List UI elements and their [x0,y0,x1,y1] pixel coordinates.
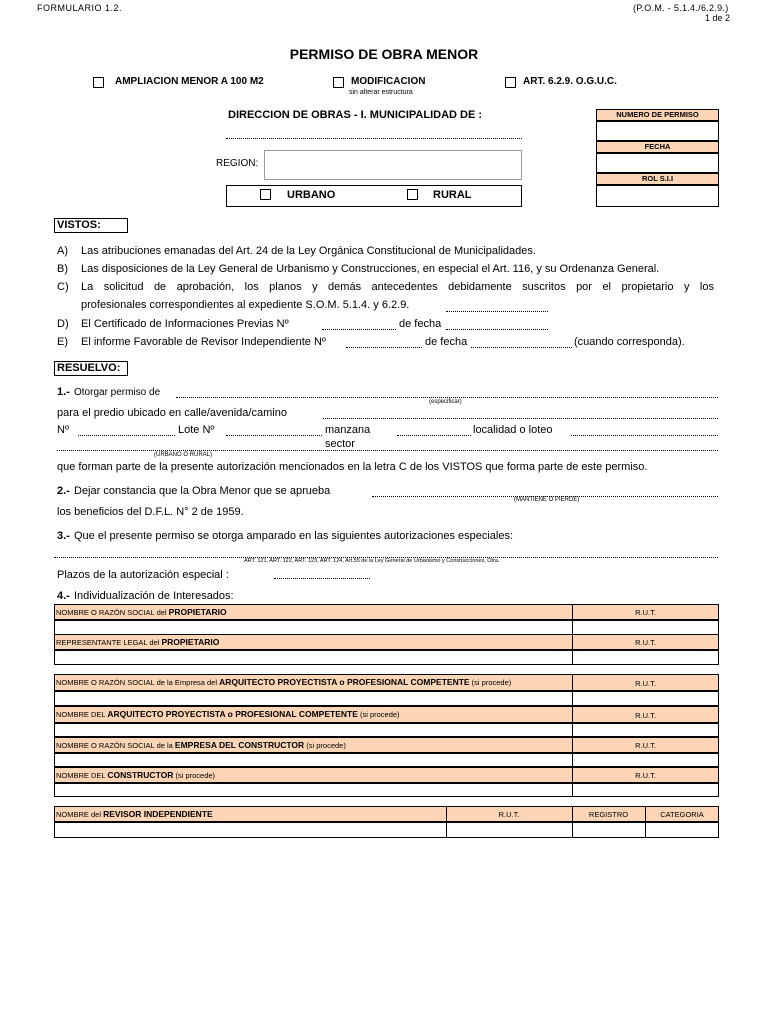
empresa-arquitecto-label [56,677,511,687]
empresa-arquitecto-bold: ARQUITECTO PROYECTISTA [219,677,338,687]
propietario-label [56,607,227,617]
ampliacion-checkbox[interactable] [93,77,104,88]
empresa-arquitecto-name-field[interactable] [55,692,571,705]
revisor-label [56,809,213,819]
empresa-arquitecto-rut-label: R.U.T. [635,679,656,688]
lote-label: Lote Nº [178,424,215,436]
propietario-rut-label: R.U.T. [635,608,656,617]
item1-label: Otorgar permiso de [74,387,161,398]
empresa-arquitecto-pre: NOMBRE O RAZÓN SOCIAL de la Empresa del [56,678,220,687]
empresa-arquitecto-mid: o [337,677,347,687]
empresa-constructor-pre: NOMBRE O RAZÓN SOCIAL de la [56,741,175,750]
empresa-constructor-bold: EMPRESA DEL CONSTRUCTOR [174,740,305,750]
plazos-field[interactable] [274,578,370,579]
arquitecto-mid: o [225,709,236,719]
representante-label [56,637,219,647]
urbano-checkbox[interactable] [260,189,271,200]
propietario-rut-field[interactable] [573,621,718,634]
page-number: 1 de 2 [705,13,731,23]
vistos-text-a: Las atribuciones emanadas del Art. 24 de la Ley Orgánica Constitucional de Municipalidades. [81,245,536,257]
representante-label-pre: REPRESENTANTE LEGAL del [56,638,162,647]
revisor-name-field[interactable] [55,823,445,837]
representante-rut-field[interactable] [573,651,718,664]
urbano-label: URBANO [287,189,336,201]
arquitecto-label [56,709,400,719]
resuelvo-heading: RESUELVO: [57,362,121,374]
empresa-constructor-label [56,740,346,750]
propietario-name-field[interactable] [55,621,571,634]
modificacion-label: MODIFICACION [351,76,426,87]
especificar-note: (especificar) [429,399,462,405]
predio-label: para el predio ubicado en calle/avenida/camino [57,407,287,419]
page-title: PERMISO DE OBRA MENOR [289,46,479,62]
vistos-letter-c: C) [57,281,69,293]
arquitecto-rut-label: R.U.T. [635,711,656,720]
revisor-date-field[interactable] [471,347,572,348]
item3-text: Que el presente permiso se otorga amparado en las siguientes autorizaciones especiales: [74,530,514,542]
revisor-registro-field[interactable] [573,823,644,837]
municipalidad-field[interactable] [226,138,522,139]
empresa-arquitecto-rut-field[interactable] [573,692,718,705]
manzana-field[interactable] [397,435,471,436]
permiso-tipo-field[interactable] [176,397,718,398]
numero-field[interactable] [596,121,719,141]
constructor-post: (si procede) [173,771,216,780]
arquitecto-post: (si procede) [357,710,400,719]
item2-text2: los beneficios del D.F.L. N° 2 de 1959. [57,506,244,518]
calle-field[interactable] [323,418,718,419]
autorizaciones-note: ART. 121, ART. 122, ART. 123, ART. 124, Art.55 de la Ley General de Urbanismo y Construcciones, Otra. [244,558,500,564]
representante-label-bold: PROPIETARIO [161,637,220,647]
vistos-text-e-note: (cuando corresponda). [574,336,685,348]
constructor-bold: CONSTRUCTOR [107,770,174,780]
empresa-arquitecto-bold2: PROFESIONAL COMPETENTE [346,677,470,687]
representante-name-field[interactable] [55,651,571,664]
pom-reference: (P.O.M. - 5.1.4./6.2.9.) [633,3,729,13]
localidad-label: localidad o loteo [473,424,553,436]
vistos-letter-d: D) [57,318,69,330]
constructor-name-field[interactable] [55,784,571,796]
propietario-label-bold: PROPIETARIO [168,607,227,617]
rural-label: RURAL [433,189,472,201]
vistos-letter-b: B) [57,263,68,275]
numero-label: NUMERO DE PERMISO [616,110,699,119]
art-label: ART. 6.2.9. O.G.U.C. [523,76,617,87]
modificacion-checkbox[interactable] [333,77,344,88]
revisor-bold: REVISOR INDEPENDIENTE [103,809,213,819]
item2-text: Dejar constancia que la Obra Menor que se aprueba [74,485,331,497]
revisor-number-field[interactable] [346,347,422,348]
revisor-categoria-field[interactable] [646,823,718,837]
empresa-arquitecto-post: (si procede) [469,678,512,687]
direccion-heading: DIRECCION DE OBRAS - I. MUNICIPALIDAD DE : [228,109,483,121]
cip-number-field[interactable] [322,329,396,330]
ampliacion-label: AMPLIACION MENOR A 100 M2 [115,76,264,87]
vistos-text-d-fecha: de fecha [399,318,442,330]
propietario-label-pre: NOMBRE O RAZÓN SOCIAL del [56,608,169,617]
lote-field[interactable] [226,435,322,436]
cip-date-field[interactable] [446,329,548,330]
rol-label: ROL S.I.I [641,174,674,183]
empresa-constructor-post: (si procede) [304,741,346,750]
item4-text: Individualización de Interesados: [74,590,234,602]
vistos-heading: VISTOS: [57,219,101,231]
empresa-constructor-rut-label: R.U.T. [635,741,656,750]
forman-parte-text: que forman parte de la presente autorización mencionados en la letra C de los VISTOS que forma parte de este permiso. [57,461,648,473]
vistos-text-e-fecha: de fecha [425,336,468,348]
sector-label: sector [325,438,355,450]
mantiene-pierde-note: (MANTIENE O PIERDE) [514,497,580,503]
constructor-label [56,770,215,780]
rol-field[interactable] [596,185,719,207]
revisor-pre: NOMBRE del [56,810,104,819]
arquitecto-name-field[interactable] [55,724,571,736]
item4-number: 4.- [57,590,70,602]
plazos-label: Plazos de la autorización especial : [57,569,229,581]
item3-number: 3.- [57,530,70,542]
region-label: REGION: [216,158,259,169]
constructor-rut-field[interactable] [573,784,718,796]
constructor-rut-label: R.U.T. [635,771,656,780]
numero-label-predio: Nº [57,424,69,436]
arquitecto-bold2: PROFESIONAL COMPETENTE [235,709,358,719]
vistos-letter-e: E) [57,336,68,348]
arquitecto-pre: NOMBRE DEL [56,710,108,719]
arquitecto-bold: ARQUITECTO PROYECTISTA [107,709,226,719]
rural-checkbox[interactable] [407,189,418,200]
region-field[interactable] [264,150,522,180]
vistos-text-c: La solicitud de aprobación, los planos y demás antecedentes debidamente suscritos por el propietario y los [81,281,714,293]
manzana-label: manzana [325,424,371,436]
urbano-rural-note: (URBANO O RURAL) [154,452,213,458]
localidad-field[interactable] [571,435,718,436]
numero-predio-field[interactable] [78,435,175,436]
vistos-text-b: Las disposiciones de la Ley General de Urbanismo y Construcciones, en especial el Art. 116, y su Ordenanza General. [81,263,660,275]
vistos-text-e: El informe Favorable de Revisor Independiente Nº [81,336,326,348]
representante-rut-label: R.U.T. [635,638,656,647]
revisor-rut-label: R.U.T. [498,810,520,819]
vistos-text-d: El Certificado de Informaciones Previas Nº [81,318,289,330]
fecha-field[interactable] [596,153,719,173]
item2-number: 2.- [57,485,70,497]
sector-field[interactable] [57,450,718,451]
modificacion-note: sin alterar estructura [349,89,413,96]
revisor-categoria-label: CATEGORIA [660,810,704,819]
revisor-rut-field[interactable] [447,823,571,837]
constructor-pre: NOMBRE DEL [56,771,108,780]
art-checkbox[interactable] [505,77,516,88]
expediente-field[interactable] [446,311,548,312]
vistos-letter-a: A) [57,245,68,257]
empresa-constructor-name-field[interactable] [55,754,571,766]
form-id: FORMULARIO 1.2. [37,3,123,13]
arquitecto-rut-field[interactable] [573,724,718,736]
vistos-text-c2: profesionales correspondientes al expediente S.O.M. 5.1.4. y 6.2.9. [81,299,410,311]
item1-number: 1.- [57,386,70,398]
empresa-constructor-rut-field[interactable] [573,754,718,766]
revisor-registro-label: REGISTRO [588,810,629,819]
fecha-label: FECHA [644,142,671,151]
